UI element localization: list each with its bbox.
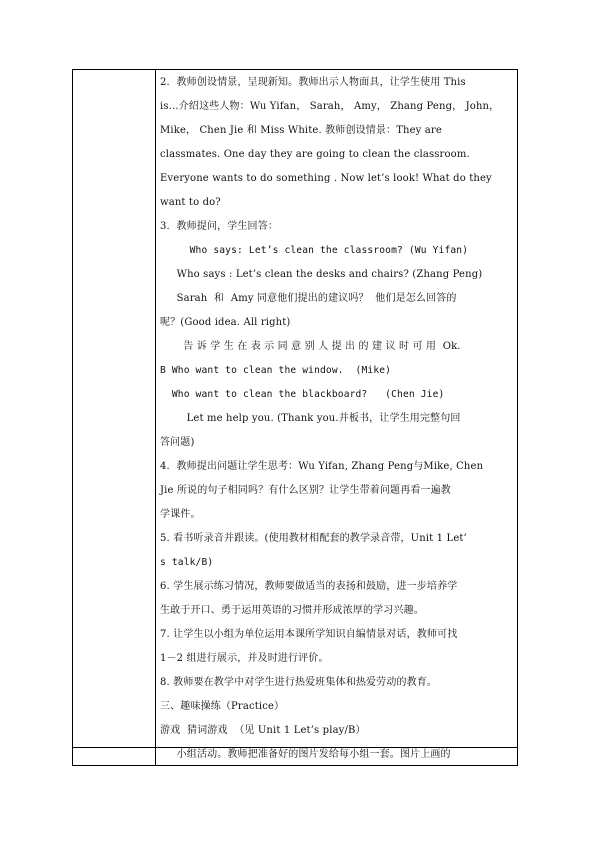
text-line: 4. 教师提出问题让学生思考：Wu Yifan, Zhang Peng与Mike, Chen — [160, 461, 484, 472]
text-line: Who says : Let’s clean the desks and chairs? (Zhang Peng) — [160, 269, 483, 280]
text-line: 三、趣味操练（Practice） — [160, 701, 285, 712]
text-line: 小组活动。教师把准备好的图片发给每小组一套。图片上画的 — [160, 749, 451, 760]
text-line: 答问题) — [160, 437, 195, 448]
text-line: 游戏 猜词游戏 （见 Unit 1 Let’s play/B） — [160, 725, 366, 736]
text-line: Sarah 和 Amy 同意他们提出的建议吗？ 他们是怎么回答的 — [160, 293, 457, 304]
text-line: Who says: Let’s clean the classroom? (Wu Yifan) — [160, 245, 469, 256]
text-line: s talk/B) — [160, 557, 214, 568]
text-line: B Who want to clean the window. (Mike) — [160, 365, 392, 376]
left-column-cell — [73, 70, 156, 765]
text-line: 8. 教师要在教学中对学生进行热爱班集体和热爱劳动的教育。 — [160, 677, 438, 688]
text-line: classmates. One day they are going to clean the classroom. — [160, 149, 470, 160]
text-line: 学课件。 — [160, 509, 201, 520]
text-line: 3. 教师提问，学生回答： — [160, 221, 278, 232]
text-line: is…介绍这些人物：Wu Yifan， Sarah， Amy， Zhang Peng， John， — [160, 101, 500, 112]
text-line: 呢？(Good idea. All right) — [160, 317, 291, 328]
text-line: Mike， Chen Jie 和 Miss White. 教师创设情景：They are — [160, 125, 442, 136]
text-line: 7. 让学生以小组为单位运用本课所学知识自编情景对话，教师可找 — [160, 629, 458, 640]
text-line: 1－2 组进行展示，并及时进行评价。 — [160, 653, 329, 664]
text-line: 6. 学生展示练习情况，教师要做适当的表扬和鼓励，进一步培养学 — [160, 581, 458, 592]
text-line: Let me help you. (Thank you.并板书，让学生用完整句回 — [160, 413, 461, 424]
text-line: Everyone wants to do something . Now let’s look! What do they — [160, 173, 492, 184]
text-line: 生敢于开口、勇于运用英语的习惯并形成浓厚的学习兴趣。 — [160, 605, 424, 616]
text-line: want to do? — [160, 197, 221, 208]
text-line: Jie 所说的句子相同吗？有什么区别？让学生带着问题再看一遍教 — [160, 485, 451, 496]
text-line: 2. 教师创设情景，呈现新知。教师出示人物面具，让学生使用 This — [160, 77, 466, 88]
text-line: 告 诉 学 生 在 表 示 同 意 别 人 提 出 的 建 议 时 可 用 Ok. — [160, 341, 461, 352]
text-line: Who want to clean the blackboard? (Chen Jie) — [160, 389, 445, 400]
text-line: 5. 看书听录音并跟读。(使用教材相配套的教学录音带，Unit 1 Let’ — [160, 533, 467, 544]
